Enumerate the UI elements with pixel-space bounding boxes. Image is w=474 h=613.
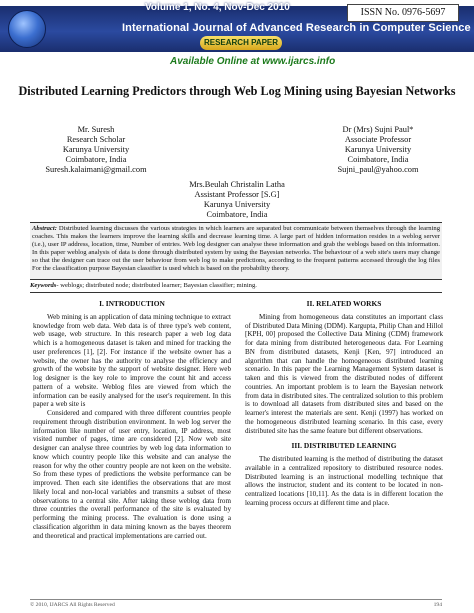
divider [30,292,442,293]
author-block [177,180,297,220]
paragraph: Considered and compared with three different countries people requirement through distribution environment. In web log server the information like number of user entry, location, IP address, most visited number of pages, time are considered [2]. Now web site designer can analyse three countries by web log data information to know which country people like this website and can analyse the reason for why the other country people are not keen on the website. So from these types of predictions the website performance can be improved. Then each site identifies the observations that are most likely local and non-local variables and transmits a subset of these observations to a central site. After taking these weblog data from three countries the overall performance of the site is evaluated by performing the mining process. The evaluation is done using a classification algorithm in data mining known as the bayes theorem and theoretical and practical implementations are carried out. [33,409,231,540]
abstract [30,222,442,280]
journal-name: International Journal of Advanced Research in Computer Science [122,22,471,34]
author-name: Dr (Mrs) Sujni Paul* [342,125,414,134]
author-block [36,125,156,175]
author-role: Associate Professor [344,135,412,144]
author-city: Coimbatore, India [347,155,409,164]
abstract-label: Abstract: [32,225,57,232]
paragraph: Web mining is an application of data mining technique to extract knowledge from web data. Web data is of three type's web content, web usage, web structure. In this research paper a web log data which is a homogeneous dataset is taken and mined for tracking the user preferences [1], [2]. For instance if the website owner has a website, the owner has the authority to analyse the efficiency and growth of the website by the support of website designer. Here web log designer is the key role to improve the count hit and access pattern of a website. Weblog files are viewed from which the information can be easily analysed for the user's requirement. In this paper a web site is [33,312,231,409]
section-heading: III. DISTRIBUTED LEARNING [291,441,397,451]
keywords-label: Keywords [30,282,57,289]
author-email: Sujni_paul@yahoo.com [337,165,419,174]
author-role: Research Scholar [66,135,126,144]
research-paper-badge: RESEARCH PAPER [200,36,282,50]
author-org: Karunya University [62,145,130,154]
keywords-text: - weblogs; distributed node; distributed learner; Bayesian classifier; mining. [56,282,257,289]
paragraph: The distributed learning is the method of distributing the dataset available in a centralized repository to distributed resource nodes. Distributed learning is an instructional modelling technique that allows the instructor, student and its content to be located in non-centralized locations [10,11]. As the data is in different location the learning process occurs at different time and place. [245,455,443,507]
section-heading: I. INTRODUCTION [99,299,165,308]
paragraph: Mining from homogeneous data constitutes an important class of Distributed Data Mining (DDM). Kargupta, Philip Chan and Hillol [KPH, 00] proposed the Collective Data Mining (CDM) framework for data mining from distributed heterogeneous data. For Learning BN from distributed datasets, Kenji [Ken, 97] introduced an algorithm that can handle the homogeneous distributed learning scenario. In this paper the Learning Management System dataset is taken and this is viewed from the distributed nodes of different countries. An important problem is to learn the Bayesian network from data in distributed sites. The centralized solution to this problem is to download all datasets from distributed sites and based on the learner's interest the materials are sent. Kenji (1997) has worked on the homogeneous distributed learning scenario. In this case, every distributed site has the same feature but different observations. [245,312,443,435]
online-availability: Available Online at www.ijarcs.info [170,56,336,67]
volume-info: Volume 1, No. 4, Nov-Dec 2010 [145,2,290,13]
author-name: Mr. Suresh [77,125,115,134]
paper-title: Distributed Learning Predictors through Web Log Mining using Bayesian Networks [18,84,456,98]
page-footer [30,599,442,608]
section-heading: II. RELATED WORKS [306,299,382,308]
issn-box: ISSN No. 0976-5697 [347,4,459,22]
globe-logo-icon [8,10,46,48]
left-column [33,298,231,540]
right-column [245,298,443,508]
author-city: Coimbatore, India [65,155,127,164]
author-org: Karunya University [344,145,412,154]
journal-banner [0,0,474,82]
copyright: © 2010, IJARCS All Rights Reserved [30,602,115,608]
author-role: Assistant Professor [S.G] [194,190,280,199]
page-number: 194 [433,602,442,608]
keywords [30,282,442,290]
author-block [318,125,438,175]
author-email: Suresh.kalaimani@gmail.com [45,165,147,174]
abstract-text: Distributed learning discusses the various strategies in which learners are separated but communicate between themselves through the learning coaches. This makes the learners improve the learning skills and decrease learning time. A large part of hidden information resides in a weblog server (i.e.), user IP address, location, time, Number of entries. Web log designer can analyse these information and grab the weblogs based on this information. In this paper weblog analysis of data is done through distributed system by using the Bayesian networks. The behaviour of a web site's users may change so that the designer can trace out the user behaviour from web log to make predictions, according to the frequent patterns accessed through the log files For the classification purpose Bayesian classifier is used which is based on the probability theory. [32,225,440,272]
author-city: Coimbatore, India [206,210,268,219]
author-name: Mrs.Beulah Christalin Latha [189,180,285,189]
author-org: Karunya University [203,200,271,209]
